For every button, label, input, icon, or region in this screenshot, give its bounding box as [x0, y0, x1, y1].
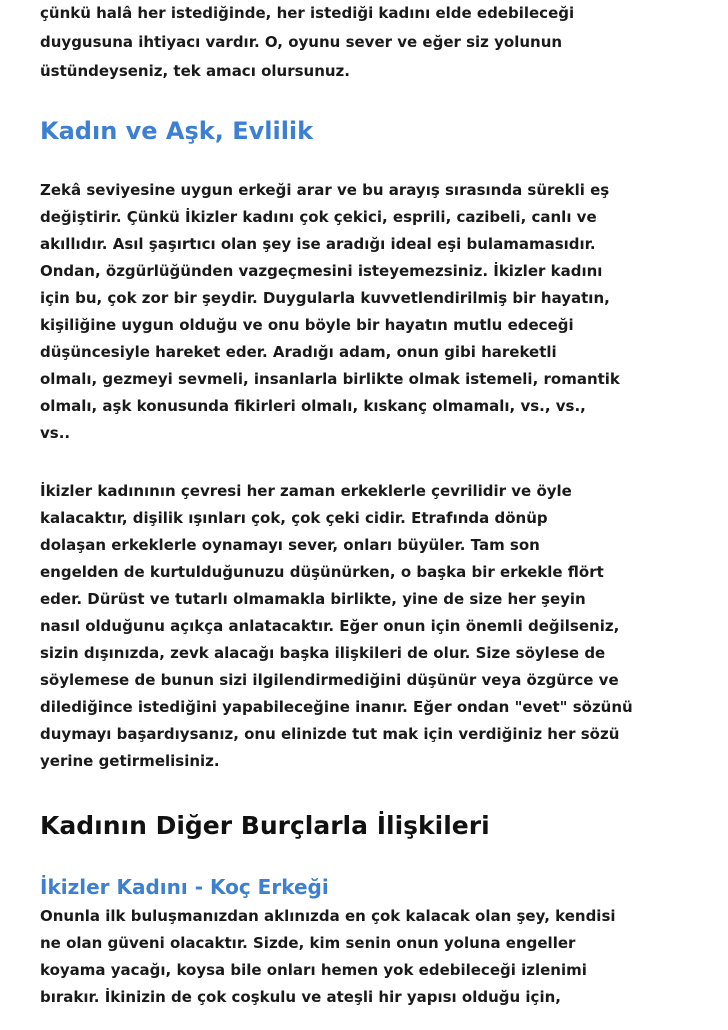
paragraph-line: kişiliğine uygun olduğu ve onu böyle bir hayatın mutlu edeceği: [40, 316, 574, 334]
paragraph-line: Ondan, özgürlüğünden vazgeçmesini isteyemezsiniz. İkizler kadını: [40, 262, 603, 280]
paragraph-line: İkizler kadınının çevresi her zaman erkeklerle çevrilidir ve öyle: [40, 482, 572, 500]
paragraph-line: dilediğince istediğini yapabileceğine inanır. Eğer ondan "evet" sözünü: [40, 698, 633, 716]
paragraph-line: ne olan güveni olacaktır. Sizde, kim senin onun yoluna engeller: [40, 934, 576, 952]
subheading-gemini-aries: İkizler Kadını - Koç Erkeği: [40, 875, 329, 899]
paragraph-line: engelden de kurtulduğunuzu düşünürken, o başka bir erkekle flört: [40, 563, 604, 581]
paragraph-line: değiştirir. Çünkü İkizler kadını çok çekici, esprili, cazibeli, canlı ve: [40, 208, 597, 226]
paragraph-line: koyama yacağı, koysa bile onları hemen yok edebileceği izlenimi: [40, 961, 587, 979]
paragraph-line: nasıl olduğunu açıkça anlatacaktır. Eğer onun için önemli değilseniz,: [40, 617, 620, 635]
paragraph-line: yerine getirmelisiniz.: [40, 752, 220, 770]
paragraph-line: söylemese de bunun sizi ilgilendirmediğini düşünür veya özgürce ve: [40, 671, 619, 689]
paragraph-line: akıllıdır. Asıl şaşırtıcı olan şey ise aradığı ideal eşi bulamamasıdır.: [40, 235, 596, 253]
paragraph-line: bırakır. İkinizin de çok coşkulu ve ateşli hir yapısı olduğu için,: [40, 988, 561, 1006]
intro-line: üstündeyseniz, tek amacı olursunuz.: [40, 62, 350, 80]
paragraph-line: olmalı, aşk konusunda fikirleri olmalı, kıskanç olmamalı, vs., vs.,: [40, 397, 586, 415]
paragraph-line: Onunla ilk buluşmanızdan aklınızda en çok kalacak olan şey, kendisi: [40, 907, 616, 925]
paragraph-line: sizin dışınızda, zevk alacağı başka ilişkileri de olur. Size söylese de: [40, 644, 606, 662]
paragraph-line: duymayı başardıysanız, onu elinizde tut mak için verdiğiniz her sözü: [40, 725, 620, 743]
paragraph-line: kalacaktır, dişilik ışınları çok, çok çeki cidir. Etrafında dönüp: [40, 509, 548, 527]
paragraph-line: için bu, çok zor bir şeydir. Duygularla kuvvetlendirilmiş bir hayatın,: [40, 289, 610, 307]
paragraph-line: vs..: [40, 424, 71, 442]
paragraph-line: Zekâ seviyesine uygun erkeği arar ve bu arayış sırasında sürekli eş: [40, 181, 610, 199]
section-heading-relations: Kadının Diğer Burçlarla İlişkileri: [40, 811, 490, 840]
paragraph-line: düşüncesiyle hareket eder. Aradığı adam, onun gibi hareketli: [40, 343, 557, 361]
intro-line: duygusuna ihtiyacı vardır. O, oyunu sever ve eğer siz yolunun: [40, 33, 563, 51]
paragraph-line: olmalı, gezmeyi sevmeli, insanlarla birlikte olmak istemeli, romantik: [40, 370, 620, 388]
paragraph-line: dolaşan erkeklerle oynamayı sever, onları büyüler. Tam son: [40, 536, 540, 554]
section-heading-love: Kadın ve Aşk, Evlilik: [40, 117, 314, 145]
intro-line: çünkü halâ her istediğinde, her istediği kadını elde edebileceği: [40, 4, 575, 22]
paragraph-line: eder. Dürüst ve tutarlı olmamakla birlikte, yine de size her şeyin: [40, 590, 586, 608]
